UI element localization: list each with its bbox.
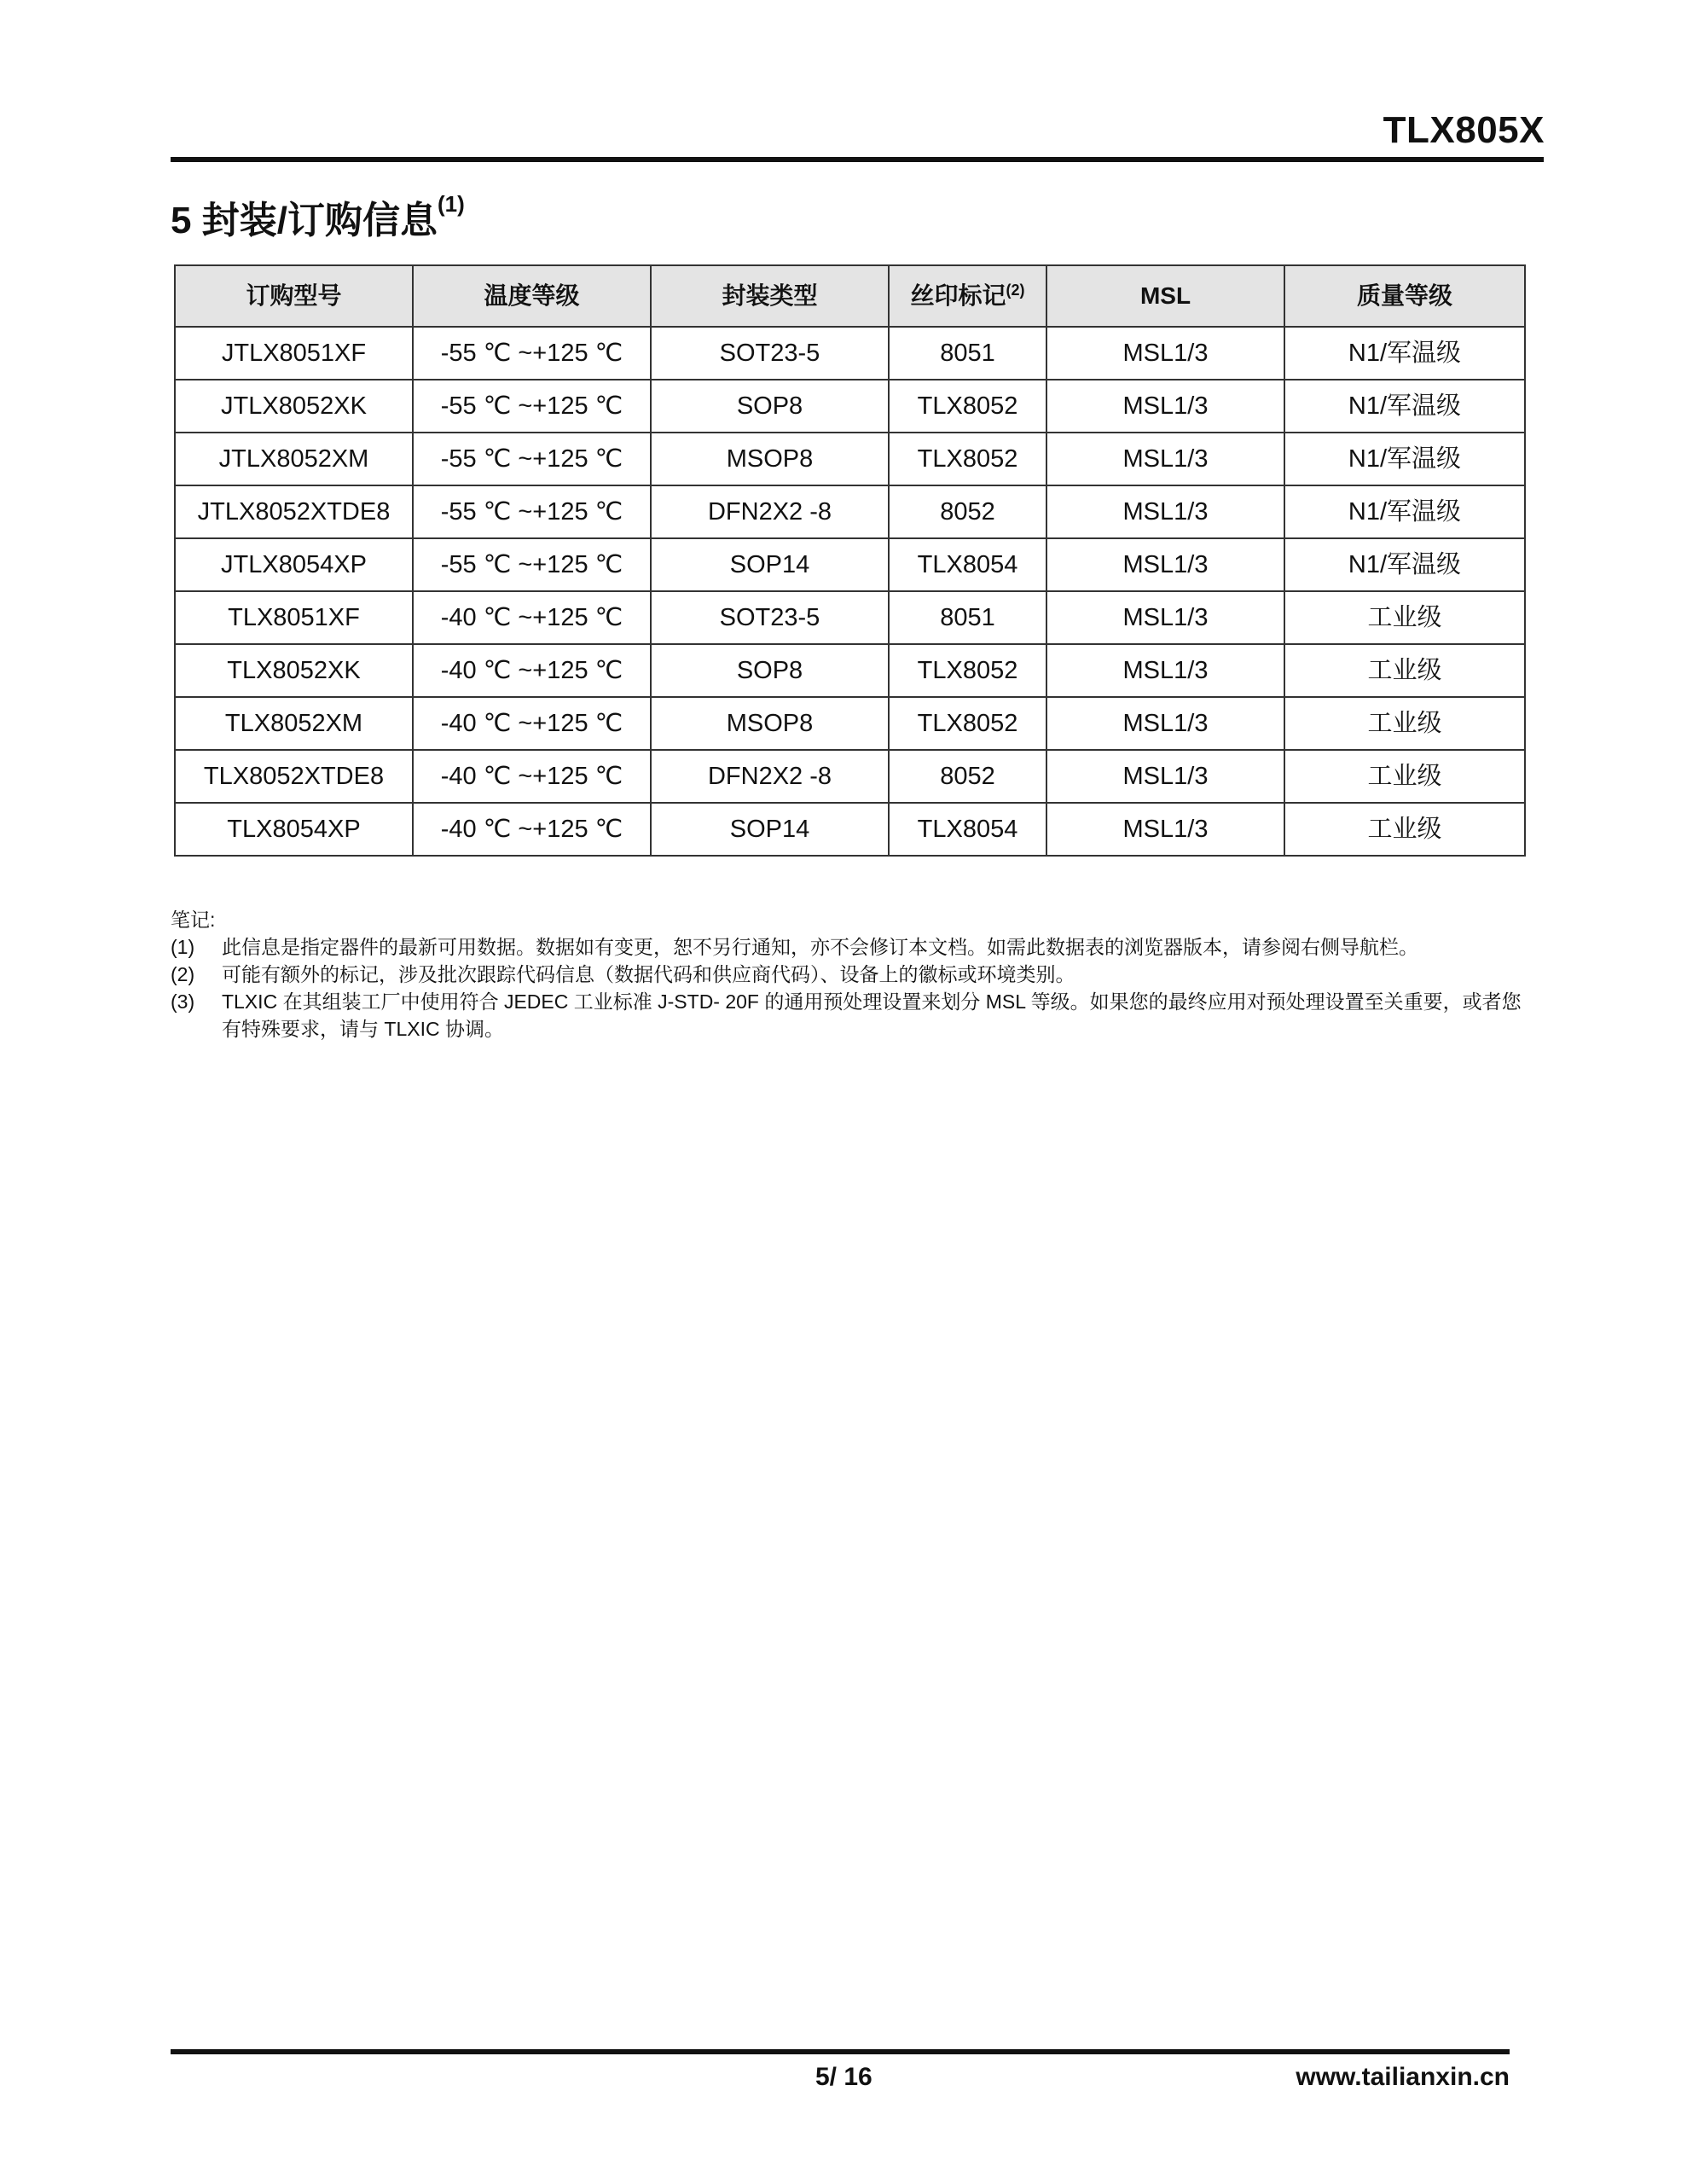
cell-quality: 工业级 [1284,803,1525,856]
cell-msl: MSL1/3 [1046,538,1284,591]
cell-quality: 工业级 [1284,644,1525,697]
table-row [175,538,1525,591]
cell-package: MSOP8 [651,697,889,750]
cell-order-model: JTLX8054XP [175,538,413,591]
cell-order-model: TLX8052XM [175,697,413,750]
cell-msl: MSL1/3 [1046,327,1284,380]
section-number: 5 [171,200,192,241]
cell-order-model: TLX8052XK [175,644,413,697]
cell-msl: MSL1/3 [1046,380,1284,433]
cell-temperature: -55 ℃ ~+125 ℃ [413,433,651,485]
note-number: (2) [171,963,195,985]
notes-heading: 笔记: [171,909,216,931]
column-header-quality: 质量等级 [1284,265,1525,327]
cell-msl: MSL1/3 [1046,433,1284,485]
marking-header-text: 丝印标记 [910,282,1006,309]
cell-temperature: -55 ℃ ~+125 ℃ [413,327,651,380]
cell-package: SOP8 [651,644,889,697]
cell-quality: N1/军温级 [1284,380,1525,433]
table-row [175,591,1525,644]
cell-temperature: -55 ℃ ~+125 ℃ [413,538,651,591]
note-number: (1) [171,936,195,958]
cell-marking: TLX8052 [889,697,1046,750]
cell-msl: MSL1/3 [1046,697,1284,750]
cell-order-model: TLX8051XF [175,591,413,644]
column-header-package: 封装类型 [651,265,889,327]
note-number: (3) [171,990,195,1013]
section-footnote-ref: (1) [437,191,465,217]
cell-temperature: -40 ℃ ~+125 ℃ [413,803,651,856]
cell-package: SOP14 [651,538,889,591]
footer-rule [171,2049,1510,2054]
cell-temperature: -55 ℃ ~+125 ℃ [413,380,651,433]
notes-section [171,906,1527,1043]
cell-order-model: TLX8054XP [175,803,413,856]
cell-package: SOP14 [651,803,889,856]
cell-quality: N1/军温级 [1284,327,1525,380]
cell-msl: MSL1/3 [1046,803,1284,856]
cell-quality: 工业级 [1284,591,1525,644]
marking-footnote-ref: (2) [1006,282,1025,299]
column-header-order-model: 订购型号 [175,265,413,327]
table-row [175,380,1525,433]
cell-msl: MSL1/3 [1046,591,1284,644]
cell-temperature: -40 ℃ ~+125 ℃ [413,591,651,644]
cell-marking: 8051 [889,327,1046,380]
note-text: 此信息是指定器件的最新可用数据。数据如有变更，恕不另行通知，亦不会修订本文档。如需此数据表的浏览器版本，请参阅右侧导航栏。 [222,936,1418,958]
note-item [171,961,1527,988]
cell-marking: 8052 [889,750,1046,803]
note-text: 可能有额外的标记，涉及批次跟踪代码信息（数据代码和供应商代码）、设备上的徽标或环境类别。 [222,963,1075,985]
cell-marking: 8052 [889,485,1046,538]
cell-quality: N1/军温级 [1284,538,1525,591]
table-row [175,750,1525,803]
table-row [175,803,1525,856]
cell-msl: MSL1/3 [1046,485,1284,538]
cell-quality: N1/军温级 [1284,433,1525,485]
table-row [175,327,1525,380]
cell-temperature: -55 ℃ ~+125 ℃ [413,485,651,538]
cell-marking: TLX8054 [889,803,1046,856]
cell-quality: 工业级 [1284,697,1525,750]
table-row [175,485,1525,538]
table-header-row [175,265,1525,327]
cell-order-model: JTLX8052XK [175,380,413,433]
note-text: TLXIC 在其组装工厂中使用符合 JEDEC 工业标准 J-STD- 20F 的通用预处理设置来划分 MSL 等级。如果您的最终应用对预处理设置至关重要，或者您有特殊要求，请与 TLXIC 协调。 [222,990,1522,1040]
cell-marking: TLX8052 [889,380,1046,433]
cell-temperature: -40 ℃ ~+125 ℃ [413,750,651,803]
footer-url: www.tailianxin.cn [1296,2063,1510,2091]
cell-package: DFN2X2 -8 [651,750,889,803]
cell-marking: 8051 [889,591,1046,644]
note-item [171,933,1527,961]
column-header-temperature: 温度等级 [413,265,651,327]
cell-package: MSOP8 [651,433,889,485]
cell-quality: N1/军温级 [1284,485,1525,538]
header-rule [171,157,1544,162]
cell-quality: 工业级 [1284,750,1525,803]
cell-package: SOP8 [651,380,889,433]
cell-order-model: JTLX8052XTDE8 [175,485,413,538]
cell-order-model: TLX8052XTDE8 [175,750,413,803]
cell-marking: TLX8054 [889,538,1046,591]
document-title: TLX805X [1383,109,1545,151]
cell-msl: MSL1/3 [1046,750,1284,803]
cell-package: SOT23-5 [651,591,889,644]
cell-order-model: JTLX8052XM [175,433,413,485]
section-title-text: 封装/订购信息 [201,200,438,241]
table-row [175,697,1525,750]
cell-order-model: JTLX8051XF [175,327,413,380]
cell-package: SOT23-5 [651,327,889,380]
section-title [171,189,465,244]
column-header-marking [889,265,1046,327]
cell-marking: TLX8052 [889,433,1046,485]
ordering-table [174,264,1526,857]
table-row [175,644,1525,697]
cell-temperature: -40 ℃ ~+125 ℃ [413,644,651,697]
cell-package: DFN2X2 -8 [651,485,889,538]
cell-temperature: -40 ℃ ~+125 ℃ [413,697,651,750]
page-number: 5/ 16 [815,2063,872,2091]
column-header-msl: MSL [1046,265,1284,327]
cell-marking: TLX8052 [889,644,1046,697]
table-row [175,433,1525,485]
note-item [171,988,1527,1043]
cell-msl: MSL1/3 [1046,644,1284,697]
